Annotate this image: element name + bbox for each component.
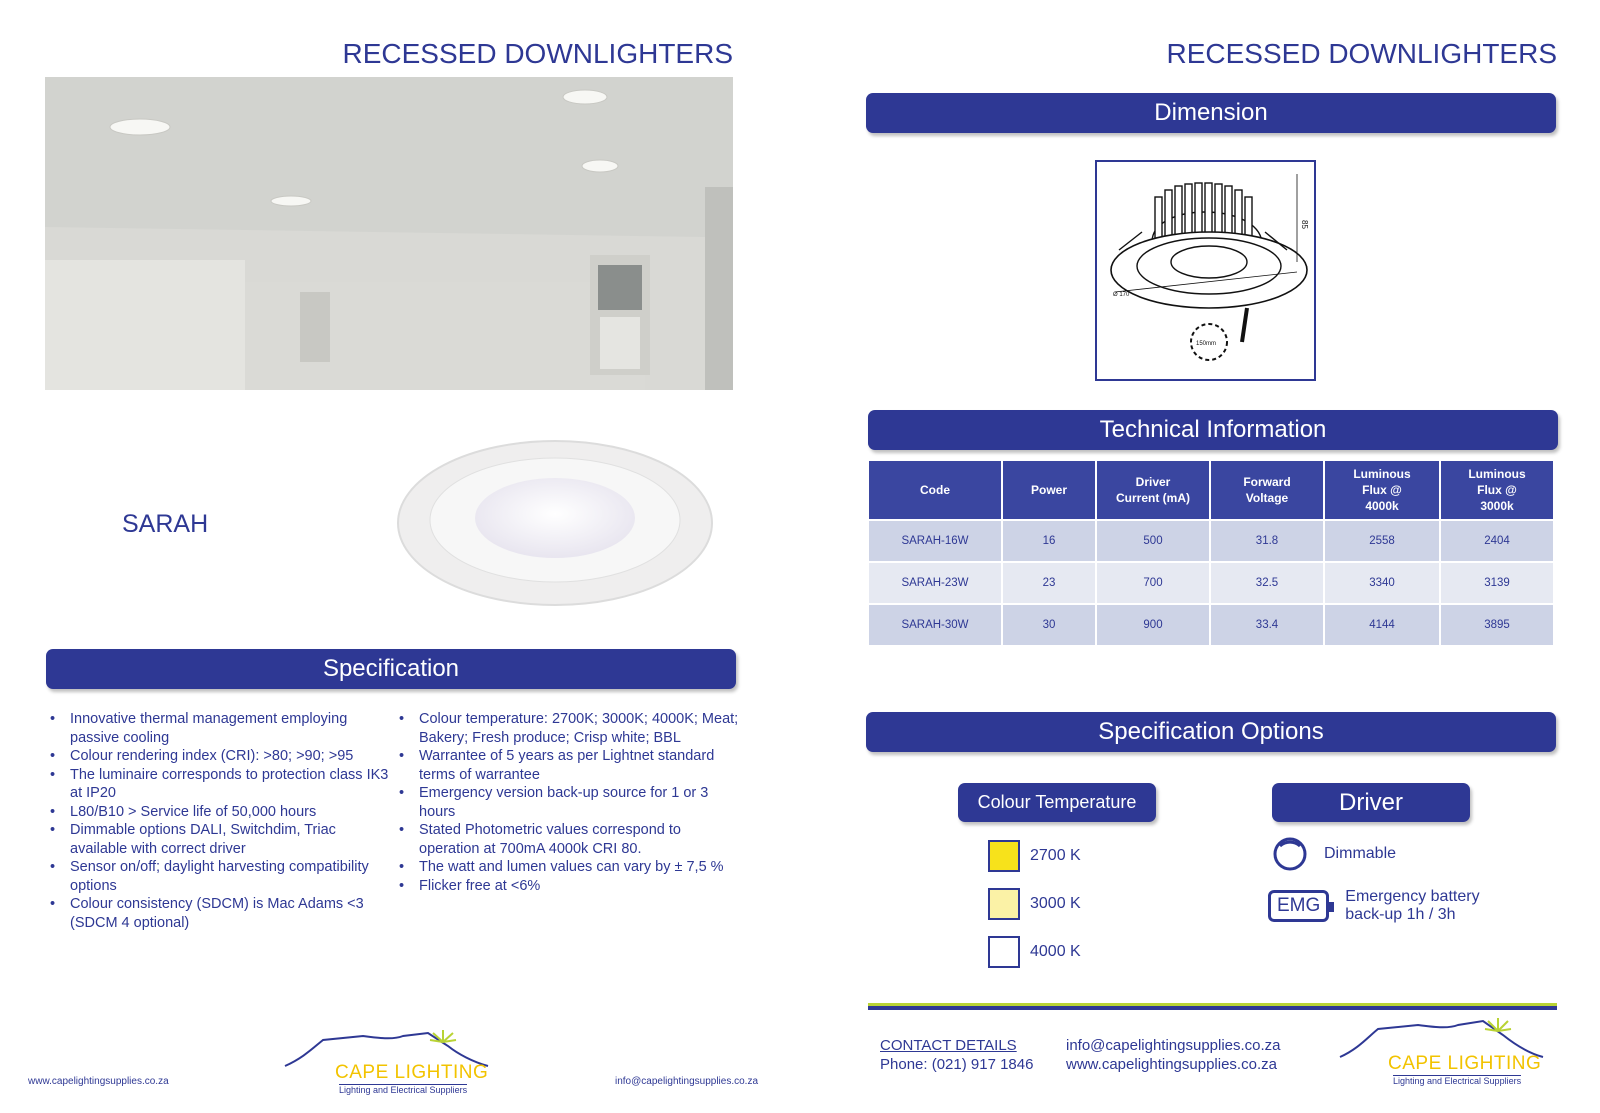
table-cell: 3139 [1441,561,1555,603]
product-image [395,438,715,613]
table-cell: 2558 [1325,519,1441,561]
colour-temperature-header-text: Colour Temperature [977,792,1137,812]
footer-rule [868,1003,1557,1010]
emergency-option [1268,888,1480,924]
spec-item: • Flicker free at <6% [395,877,745,896]
table-cell: SARAH-16W [869,519,1003,561]
specification-header-text: Specification [322,655,460,682]
table-header-line: Current (mA) [1116,491,1190,505]
dimmable-icon [1272,836,1308,872]
left-logo-name: CAPE LIGHTING [335,1062,489,1083]
driver-header-text: Driver [1339,789,1403,816]
table-cell: SARAH-23W [869,561,1003,603]
table-header-cell [1441,461,1555,519]
colour-swatch [988,888,1020,920]
emg-badge-text: EMG [1277,895,1321,916]
dimension-header [866,93,1556,133]
specification-header [46,649,736,689]
table-header-line: Forward [1243,475,1291,489]
spec-item: • Emergency version back-up source for 1 or 3 hours [395,784,745,821]
room-photo [45,77,733,390]
driver-header [1272,783,1470,822]
table-cell: 23 [1003,561,1097,603]
dimmable-label: Dimmable [1324,845,1397,862]
cable-length-label: 150mm [1196,341,1217,347]
spec-item: • Colour consistency (SDCM) is Mac Adams <3 (SDCM 4 optional) [46,895,396,932]
table-header-cell [1003,461,1097,519]
colour-temperature-option [988,886,1081,922]
table-header-cell [1097,461,1211,519]
table-header-line: Code [920,483,950,497]
table-header-line: Flux @ [1362,483,1402,497]
table-header-line: Driver [1135,475,1171,489]
right-logo [1338,1015,1548,1095]
dimension-drawing [1095,160,1316,381]
room-illustration [45,77,733,390]
left-footer-web[interactable]: www.capelightingsupplies.co.za [28,1076,169,1087]
contact-links [1066,1036,1281,1074]
spec-item: • Innovative thermal management employing passive cooling [46,710,396,747]
spec-item: • Stated Photometric values correspond to operation at 700mA 4000k CRI 80. [395,821,745,858]
colour-temperature-option [988,934,1081,970]
left-footer-email[interactable]: info@capelightingsupplies.co.za [615,1076,759,1087]
right-logo-name: CAPE LIGHTING [1388,1053,1542,1074]
technical-table [869,461,1555,645]
colour-temperature-label: 3000 K [1030,895,1081,912]
colour-temperature-header [958,783,1156,822]
spec-item: • L80/B10 > Service life of 50,000 hours [46,803,396,822]
table-cell: 16 [1003,519,1097,561]
colour-temperature-label: 2700 K [1030,847,1081,864]
emg-badge [1268,890,1329,922]
specification-options-header-text: Specification Options [1098,718,1324,745]
table-header-cell [869,461,1003,519]
colour-swatch [988,936,1020,968]
spec-item: • Sensor on/off; daylight harvesting compatibility options [46,858,396,895]
table-header-line: Power [1030,483,1067,497]
height-dimension: 85 [1300,220,1309,229]
technical-information-header-text: Technical Information [1099,416,1327,443]
spec-item: • Dimmable options DALI, Switchdim, Triac available with correct driver [46,821,396,858]
table-header-cell [1325,461,1441,519]
table-cell: 3895 [1441,603,1555,645]
spec-item: • The luminaire corresponds to protection class IK3 at IP20 [46,766,396,803]
colour-temperature-label: 4000 K [1030,943,1081,960]
table-header-line: Voltage [1245,491,1289,505]
spec-list-col1 [46,710,396,932]
specification-options-header [866,712,1556,752]
contact-phone[interactable]: Phone: (021) 917 1846 [880,1056,1034,1073]
table-cell: 2404 [1441,519,1555,561]
technical-information-header [868,410,1558,450]
emergency-label-line1: Emergency battery [1345,888,1480,905]
dimmable-option [1272,836,1396,872]
table-header-cell [1211,461,1325,519]
spec-list-col2 [395,710,745,895]
diameter-dimension: Ø 170 [1113,292,1130,298]
table-cell: 4144 [1325,603,1441,645]
table-cell: 3340 [1325,561,1441,603]
table-cell: SARAH-30W [869,603,1003,645]
colour-temperature-list [988,838,1081,982]
table-cell: 500 [1097,519,1211,561]
right-logo-tagline: Lighting and Electrical Suppliers [1393,1076,1522,1086]
table-cell: 700 [1097,561,1211,603]
spec-item: • Colour rendering index (CRI): >80; >90; >95 [46,747,396,766]
spec-item: • Colour temperature: 2700K; 3000K; 4000K; Meat; Bakery; Fresh produce; Crisp white; BBL [395,710,745,747]
left-logo-tagline: Lighting and Electrical Suppliers [339,1085,468,1095]
product-name: SARAH [122,510,209,538]
contact-web[interactable]: www.capelightingsupplies.co.za [1066,1056,1277,1073]
left-page-title: RECESSED DOWNLIGHTERS [342,38,733,69]
contact-block [880,1036,1033,1074]
battery-terminal [1329,902,1334,912]
table-row [869,603,1555,645]
table-cell: 33.4 [1211,603,1325,645]
table-header-line: Luminous [1468,467,1526,481]
contact-heading: CONTACT DETAILS [880,1037,1017,1054]
table-cell: 31.8 [1211,519,1325,561]
spec-item: • The watt and lumen values can vary by ± 7,5 % [395,858,745,877]
table-cell: 32.5 [1211,561,1325,603]
table-header-line: 3000k [1480,499,1514,513]
table-cell: 30 [1003,603,1097,645]
table-header-line: Flux @ [1477,483,1517,497]
colour-swatch [988,840,1020,872]
spec-item: • Warrantee of 5 years as per Lightnet standard terms of warrantee [395,747,745,784]
colour-temperature-option [988,838,1081,874]
table-header-line: 4000k [1365,499,1399,513]
dimension-header-text: Dimension [1154,99,1268,126]
right-page-title: RECESSED DOWNLIGHTERS [1166,38,1557,69]
emergency-label-line2: back-up 1h / 3h [1345,906,1456,923]
contact-email[interactable]: info@capelightingsupplies.co.za [1066,1037,1281,1054]
left-logo [283,1028,493,1098]
emergency-label [1345,888,1479,924]
table-header-line: Luminous [1353,467,1411,481]
table-cell: 900 [1097,603,1211,645]
table-row [869,519,1555,561]
table-row [869,561,1555,603]
